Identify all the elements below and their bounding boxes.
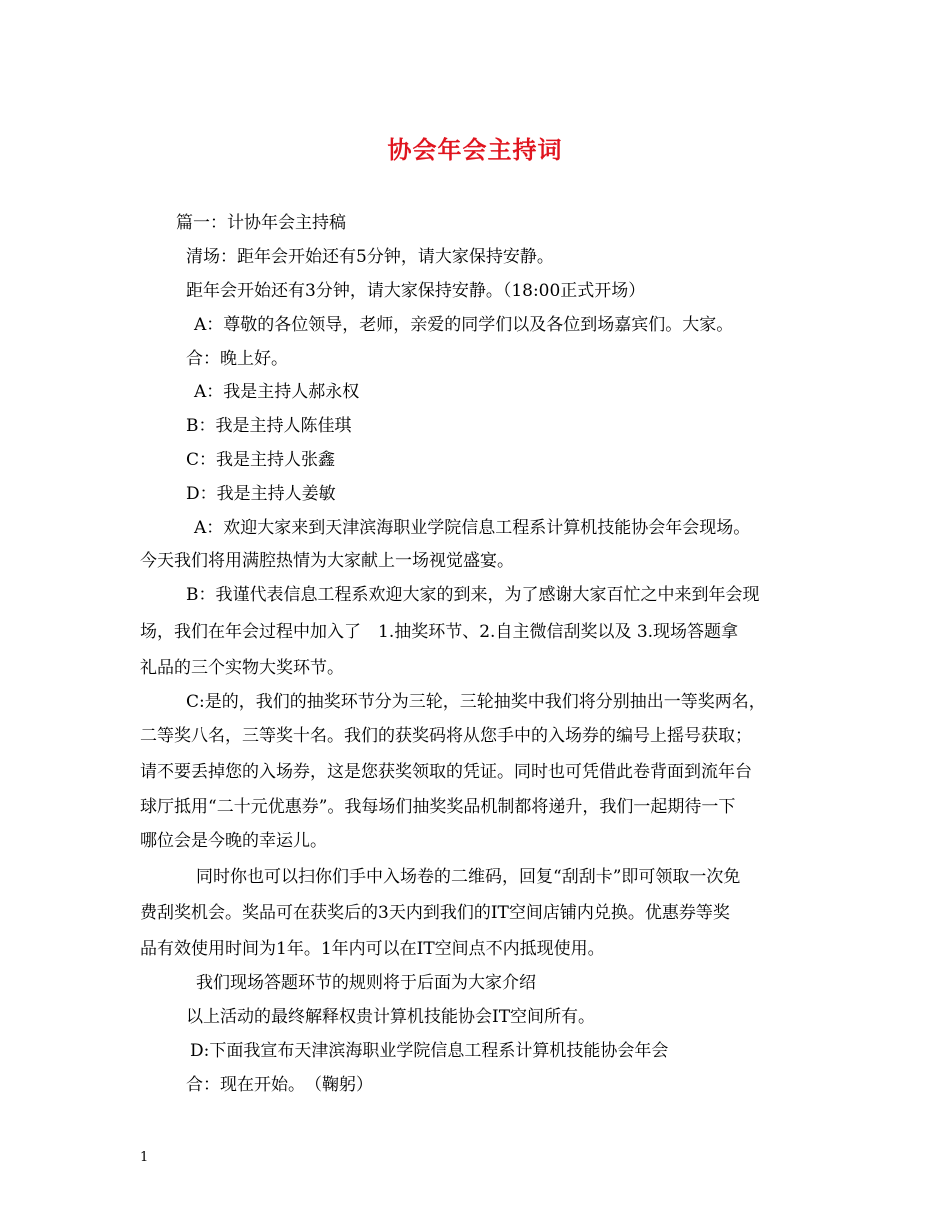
paragraph-line: A：我是主持人郝永权 [194,382,360,402]
paragraph-line: B：我是主持人陈佳琪 [186,416,352,436]
paragraph-line: C：我是主持人张鑫 [186,450,336,470]
paragraph-line: 以上活动的最终解释权贵计算机技能协会IT空间所有。 [186,1007,596,1027]
paragraph-line: 我们现场答题环节的规则将于后面为大家介绍 [196,973,536,993]
paragraph-line: 清场：距年会开始还有5分钟，请大家保持安静。 [186,247,554,267]
page-number: 1 [140,1150,149,1165]
paragraph-line: 礼品的三个实物大奖环节。 [140,658,344,678]
paragraph-line: 今天我们将用满腔热情为大家献上一场视觉盛宴。 [140,551,514,571]
paragraph-line: 合：晚上好。 [186,349,288,369]
paragraph-line: D:下面我宣布天津滨海职业学院信息工程系计算机技能协会年会 [190,1041,669,1061]
paragraph-line: 请不要丢掉您的入场券，这是您获奖领取的凭证。同时也可凭借此卷背面到流年台 [140,762,752,782]
paragraph-line: B：我谨代表信息工程系欢迎大家的到来，为了感谢大家百忙之中来到年会现 [186,585,760,605]
paragraph-line: 品有效使用时间为1年。1年内可以在IT空间点不内抵现使用。 [140,939,605,959]
paragraph-line: 球厅抵用“二十元优惠券”。我每场们抽奖奖品机制都将递升，我们一起期待一下 [140,797,736,817]
document-title: 协会年会主持词 [387,135,563,164]
paragraph-line: D：我是主持人姜敏 [186,484,336,504]
paragraph-line: C:是的，我们的抽奖环节分为三轮，三轮抽奖中我们将分别抽出一等奖两名， [186,692,766,712]
paragraph-line: 篇一：计协年会主持稿 [176,213,346,233]
paragraph-line: 距年会开始还有3分钟，请大家保持安静。（18:00正式开场） [186,281,646,301]
paragraph-line: 合：现在开始。 （鞠躬） [186,1075,373,1095]
paragraph-line: 哪位会是今晚的幸运儿。 [140,831,327,851]
paragraph-line: 场，我们在年会过程中加入了 1.抽奖环节、2.自主微信刮奖以及 3.现场答题拿 [140,622,739,642]
paragraph-line: A：欢迎大家来到天津滨海职业学院信息工程系计算机技能协会年会现场。 [194,518,751,538]
paragraph-line: 同时你也可以扫你们手中入场卷的二维码，回复“刮刮卡”即可领取一次免 [196,867,741,887]
paragraph-line: A：尊敬的各位领导，老师，亲爱的同学们以及各位到场嘉宾们。大家。 [194,315,734,335]
paragraph-line: 费刮奖机会。奖品可在获奖后的3天内到我们的IT空间店铺内兑换。优惠券等奖 [140,903,730,923]
paragraph-line: 二等奖八名，三等奖十名。我们的获奖码将从您手中的入场券的编号上摇号获取； [140,726,752,746]
